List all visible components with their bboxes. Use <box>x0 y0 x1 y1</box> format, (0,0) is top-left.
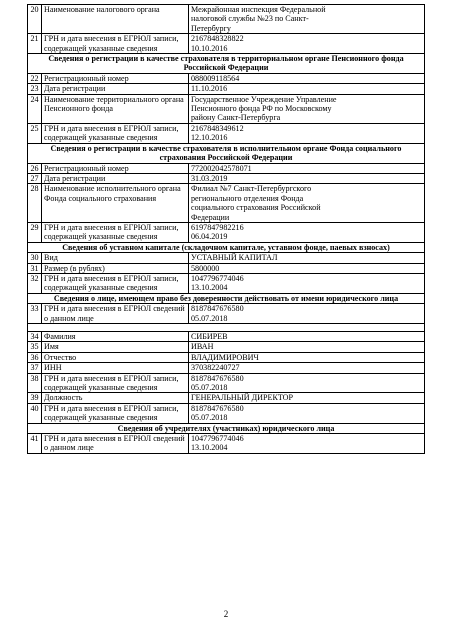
field-value: 5800000 <box>189 263 425 273</box>
row-number: 27 <box>28 173 42 183</box>
field-value: 772002042578071 <box>189 163 425 173</box>
row-number: 38 <box>28 373 42 393</box>
field-value: 370382240727 <box>189 363 425 373</box>
field-name: ГРН и дата внесения в ЕГРЮЛ сведений о данном лице <box>42 434 189 454</box>
field-value: 8187847676580 05.07.2018 <box>189 403 425 423</box>
field-value: 8187847676580 05.07.2018 <box>189 304 425 324</box>
field-value: 2167848349612 12.10.2016 <box>189 123 425 143</box>
field-value: 1047796774046 13.10.2004 <box>189 273 425 293</box>
table-row <box>28 393 425 403</box>
section-header-row <box>28 242 425 252</box>
table-row <box>28 273 425 293</box>
row-number: 31 <box>28 263 42 273</box>
field-name: ГРН и дата внесения в ЕГРЮЛ записи, содержащей указанные сведения <box>42 222 189 242</box>
row-number: 24 <box>28 94 42 123</box>
field-name: Дата регистрации <box>42 84 189 94</box>
egrul-table-body <box>28 5 425 454</box>
row-number: 22 <box>28 73 42 83</box>
field-name: ГРН и дата внесения в ЕГРЮЛ сведений о данном лице <box>42 304 189 324</box>
field-name: ГРН и дата внесения в ЕГРЮЛ записи, содержащей указанные сведения <box>42 123 189 143</box>
field-value: 8187847676580 05.07.2018 <box>189 373 425 393</box>
field-value: Межрайонная инспекция Федеральной налоговой службы №23 по Санкт- Петербургу <box>189 5 425 34</box>
spacer-cell <box>28 324 425 332</box>
table-row <box>28 84 425 94</box>
field-name: ГРН и дата внесения в ЕГРЮЛ записи, содержащей указанные сведения <box>42 273 189 293</box>
field-name: Вид <box>42 253 189 263</box>
section-title: Сведения об уставном капитале (складочном капитале, уставном фонде, паевых взносах) <box>28 242 425 252</box>
field-value: ВЛАДИМИРОВИЧ <box>189 352 425 362</box>
table-row <box>28 173 425 183</box>
table-row <box>28 253 425 263</box>
table-row <box>28 184 425 223</box>
field-value: УСТАВНЫЙ КАПИТАЛ <box>189 253 425 263</box>
section-header-row <box>28 54 425 74</box>
field-name: Наименование исполнительного органа Фонда социального страхования <box>42 184 189 223</box>
section-header-row <box>28 423 425 433</box>
field-value: Филиал №7 Санкт-Петербургского регионального отделения Фонда социального страхования Российской Федерации <box>189 184 425 223</box>
field-name: ГРН и дата внесения в ЕГРЮЛ записи, содержащей указанные сведения <box>42 403 189 423</box>
field-name: Отчество <box>42 352 189 362</box>
field-value: СИБИРЕВ <box>189 332 425 342</box>
table-row <box>28 73 425 83</box>
field-value: 11.10.2016 <box>189 84 425 94</box>
field-value: 088009118564 <box>189 73 425 83</box>
field-name: Регистрационный номер <box>42 163 189 173</box>
section-header-row <box>28 143 425 163</box>
table-row <box>28 332 425 342</box>
field-name: Имя <box>42 342 189 352</box>
field-value: 6197847982216 06.04.2019 <box>189 222 425 242</box>
table-row <box>28 222 425 242</box>
row-number: 28 <box>28 184 42 223</box>
table-row <box>28 123 425 143</box>
row-number: 20 <box>28 5 42 34</box>
row-number: 30 <box>28 253 42 263</box>
table-row <box>28 34 425 54</box>
field-value: 1047796774046 13.10.2004 <box>189 434 425 454</box>
field-name: Дата регистрации <box>42 173 189 183</box>
field-value: 2167848328822 10.10.2016 <box>189 34 425 54</box>
field-name: Наименование налогового органа <box>42 5 189 34</box>
table-row <box>28 163 425 173</box>
row-number: 41 <box>28 434 42 454</box>
field-value: Государственное Учреждение Управление Пенсионного фонда РФ по Московскому району Санкт-Петербурга <box>189 94 425 123</box>
table-row <box>28 5 425 34</box>
row-number: 36 <box>28 352 42 362</box>
field-value: ИВАН <box>189 342 425 352</box>
section-title: Сведения о лице, имеющем право без доверенности действовать от имени юридического лица <box>28 293 425 303</box>
section-header-row <box>28 293 425 303</box>
table-row <box>28 373 425 393</box>
table-row <box>28 403 425 423</box>
section-title: Сведения об учредителях (участниках) юридического лица <box>28 423 425 433</box>
field-name: Наименование территориального органа Пенсионного фонда <box>42 94 189 123</box>
row-number: 37 <box>28 363 42 373</box>
row-number: 39 <box>28 393 42 403</box>
row-number: 25 <box>28 123 42 143</box>
table-row <box>28 263 425 273</box>
field-name: Размер (в рублях) <box>42 263 189 273</box>
field-name: Должность <box>42 393 189 403</box>
row-number: 26 <box>28 163 42 173</box>
field-name: Регистрационный номер <box>42 73 189 83</box>
row-number: 21 <box>28 34 42 54</box>
egrul-extract-table <box>27 4 425 454</box>
section-title: Сведения о регистрации в качестве страхователя в исполнительном органе Фонда социального страхования Российской Федерации <box>28 143 425 163</box>
field-name: Фамилия <box>42 332 189 342</box>
field-name: ГРН и дата внесения в ЕГРЮЛ записи, содержащей указанные сведения <box>42 373 189 393</box>
row-number: 35 <box>28 342 42 352</box>
table-row <box>28 94 425 123</box>
field-name: ИНН <box>42 363 189 373</box>
field-value: ГЕНЕРАЛЬНЫЙ ДИРЕКТОР <box>189 393 425 403</box>
section-title: Сведения о регистрации в качестве страхователя в территориальном органе Пенсионного фонда Российской Федерации <box>28 54 425 74</box>
page-number: 2 <box>223 609 229 619</box>
row-number: 29 <box>28 222 42 242</box>
field-name: ГРН и дата внесения в ЕГРЮЛ записи, содержащей указанные сведения <box>42 34 189 54</box>
row-number: 23 <box>28 84 42 94</box>
spacer-row <box>28 324 425 332</box>
table-row <box>28 352 425 362</box>
row-number: 34 <box>28 332 42 342</box>
table-row <box>28 363 425 373</box>
table-row <box>28 434 425 454</box>
table-row <box>28 342 425 352</box>
row-number: 33 <box>28 304 42 324</box>
row-number: 32 <box>28 273 42 293</box>
field-value: 31.03.2019 <box>189 173 425 183</box>
table-row <box>28 304 425 324</box>
row-number: 40 <box>28 403 42 423</box>
